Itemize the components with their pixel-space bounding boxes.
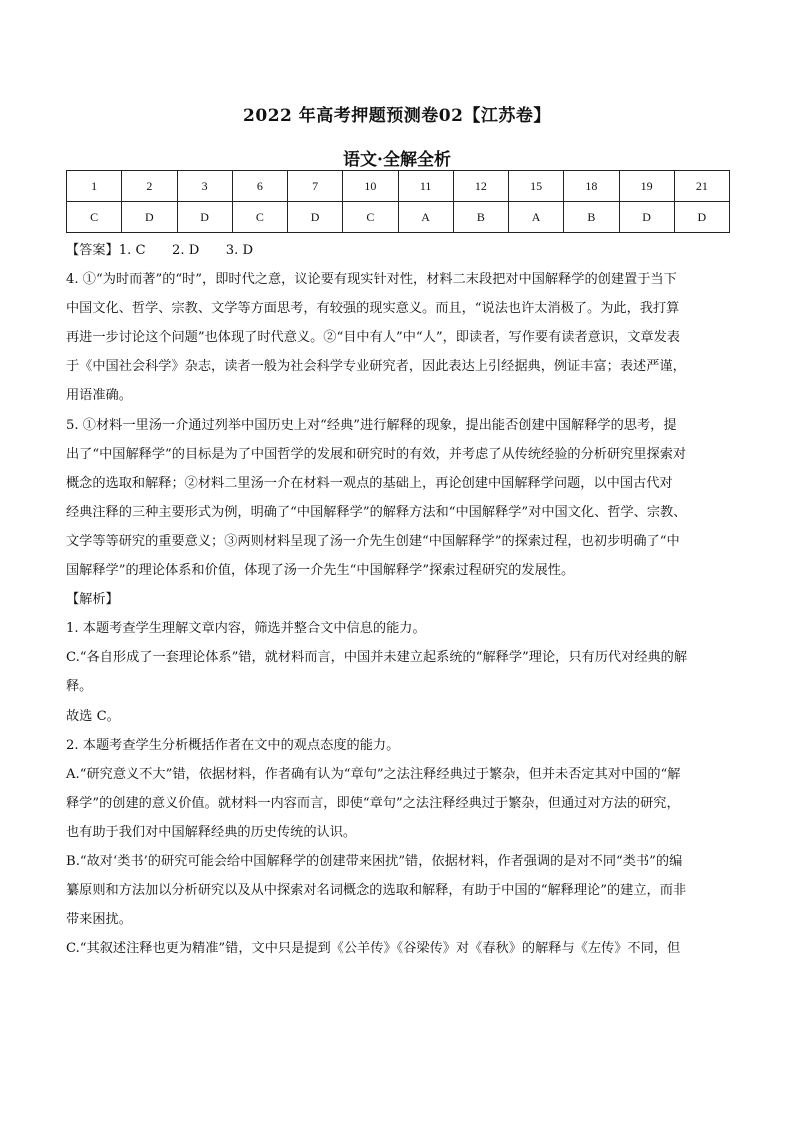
document-subtitle: 语文·全解全析 <box>343 150 451 170</box>
answer-cell: D <box>288 202 343 233</box>
question-number-cell: 6 <box>232 171 287 202</box>
text-line: 1. 本题考查学生理解文章内容，筛选并整合文中信息的能力。 <box>66 621 426 637</box>
text-line: B.“故对‘类书’的研究可能会给中国解释学的创建带来困扰”错，依据材料，作者强调的是对不同“类书”的编 <box>66 853 683 869</box>
text-line: 经典注释的三种主要形式为例，明确了“中国解释学”的解释方法和“中国解释学”对中国文化、哲学、宗教、 <box>66 504 687 520</box>
answer-cell: A <box>509 202 564 233</box>
analysis-heading: 【解析】 <box>66 592 119 608</box>
text-line: 2. 本题考查学生分析概括作者在文中的观点态度的能力。 <box>66 737 400 753</box>
text-line: 带来困扰。 <box>66 912 132 928</box>
question-number-cell: 10 <box>343 171 398 202</box>
question-number-cell: 15 <box>509 171 564 202</box>
text-line: 于《中国社会科学》杂志，读者一般为社会科学专业研究者，因此表达上引经据典，例证丰富；表述严谨， <box>66 359 686 375</box>
text-line: 释学”的创建的意义价值。就材料一内容而言，即使“章句”之法注释经典过于繁杂，但通过对方法的研究， <box>66 795 680 811</box>
text-line: C.“其叙述注释也更为精准”错，文中只是提到《公羊传》《谷梁传》对《春秋》的解释与《左传》不同，但 <box>66 941 681 957</box>
text-line: 概念的选取和解释；②材料二里汤一介在材料一观点的基础上，再论创建中国解释学问题，以中国古代对 <box>66 475 673 491</box>
explanation-body <box>66 236 732 963</box>
text-line: C.“各自形成了一套理论体系”错，就材料而言，中国并未建立起系统的“解释学”理论，只有历代对经典的解 <box>66 650 688 666</box>
text-line: 故选 C。 <box>66 708 120 724</box>
text-line: 也有助于我们对中国解释经典的历史传统的认识。 <box>66 824 357 840</box>
answer-cell: D <box>177 202 232 233</box>
text-line: 纂原则和方法加以分析研究以及从中探索对名词概念的选取和解释，有助于中国的“解释理论”的建立，而非 <box>66 883 687 899</box>
answer-cell: D <box>674 202 729 233</box>
document-title: 2022 年高考押题预测卷02【江苏卷】 <box>243 106 551 126</box>
answer-cell: C <box>343 202 398 233</box>
question-number-cell: 7 <box>288 171 343 202</box>
text-line: 出了“中国解释学”的目标是为了中国哲学的发展和研究时的有效，并考虑了从传统经验的分析研究里探索对 <box>66 446 687 462</box>
question-number-cell: 12 <box>453 171 508 202</box>
answer-cell: A <box>398 202 453 233</box>
question-number-cell: 1 <box>67 171 122 202</box>
answer-cell: D <box>619 202 674 233</box>
answer-summary-line: 【答案】1. C 2. D 3. D <box>66 243 254 258</box>
question-number-cell: 19 <box>619 171 674 202</box>
text-line: 文学等等研究的重要意义；③两则材料呈现了汤一介先生创建“中国解释学”的探索过程，也初步明确了“中 <box>66 533 680 549</box>
question-number-cell: 3 <box>177 171 232 202</box>
question-number-cell: 18 <box>564 171 619 202</box>
answer-cell: B <box>453 202 508 233</box>
text-line: A.“研究意义不大”错，依据材料，作者确有认为“章句”之法注释经典过于繁杂，但并未否定其对中国的“解 <box>66 766 681 782</box>
answer-cell: C <box>232 202 287 233</box>
text-line: 释。 <box>66 679 93 695</box>
question-number-cell: 2 <box>122 171 177 202</box>
text-line: 再进一步讨论这个问题”也体现了时代意义。②“目中有人”中“人”，即读者，写作要有读者意识，文章发表 <box>66 330 680 346</box>
text-line: 4. ①“为时而著”的“时”，即时代之意，议论要有现实针对性，材料二末段把对中国解释学的创建置于当下 <box>66 272 677 288</box>
question-number-row <box>67 171 730 202</box>
answer-cell: C <box>67 202 122 233</box>
text-line: 5. ①材料一里汤一介通过列举中国历史上对“经典”进行解释的现象，提出能否创建中国解释学的思考，提 <box>66 417 677 433</box>
answer-cell: B <box>564 202 619 233</box>
answer-cell: D <box>122 202 177 233</box>
answer-table <box>66 170 730 233</box>
text-line: 中国文化、哲学、宗教、文学等方面思考，有较强的现实意义。而且，“说法也许太消极了。为此，我打算 <box>66 301 680 317</box>
question-number-cell: 11 <box>398 171 453 202</box>
question-number-cell: 21 <box>674 171 729 202</box>
text-line: 国解释学”的理论体系和价值，体现了汤一介先生“中国解释学”探索过程研究的发展性。 <box>66 563 575 579</box>
text-line: 用语准确。 <box>66 388 132 404</box>
answer-row <box>67 202 730 233</box>
